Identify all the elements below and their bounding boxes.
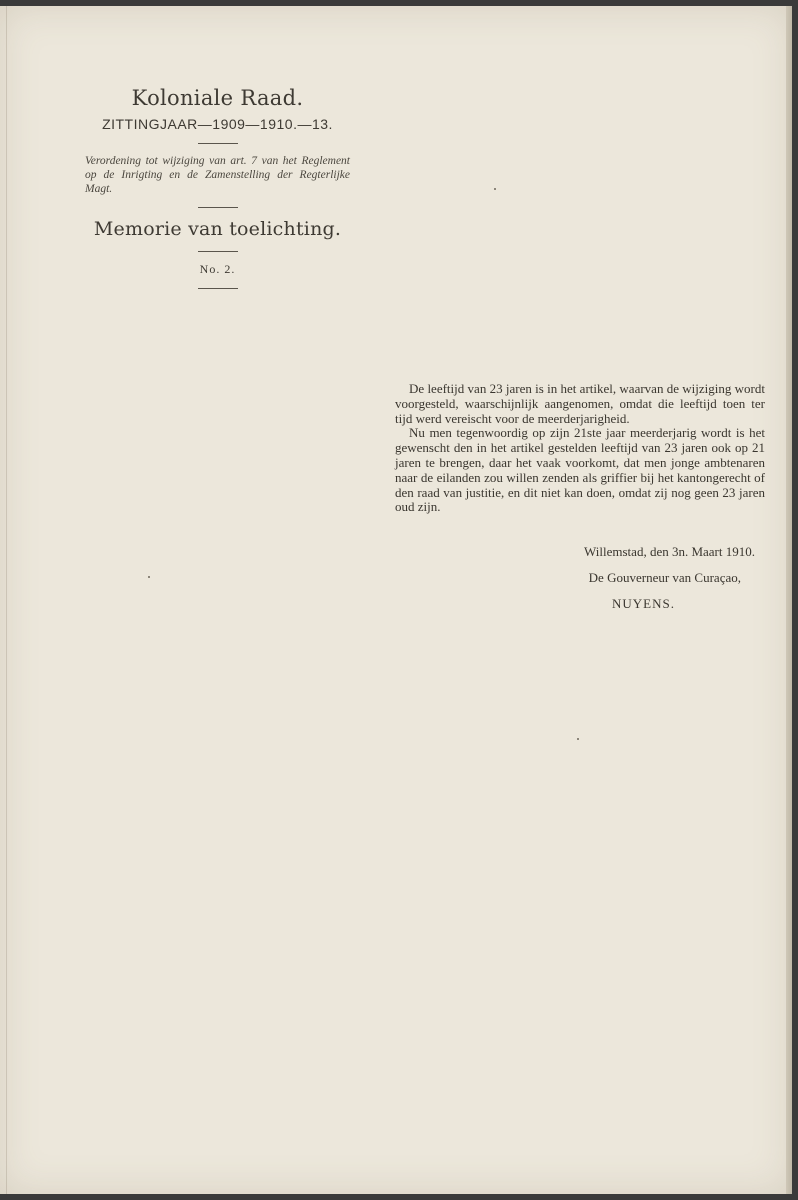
page-fold-line <box>6 6 7 1194</box>
signatory-name: NUYENS. <box>612 596 675 611</box>
ordinance-subject: Verordening tot wijziging van art. 7 van het Reglement op de Inrigting en de Zamenstelling der Regterlijke Magt. <box>85 155 350 195</box>
council-title: Koloniale Raad. <box>131 86 304 110</box>
document-type-heading: Memorie van toelichting. <box>93 218 342 240</box>
session-year: ZITTINGJAAR—1909—1910.—13. <box>102 116 333 132</box>
page-edge <box>786 6 792 1194</box>
divider <box>198 143 238 144</box>
divider <box>198 251 238 252</box>
paper-speck <box>148 576 150 578</box>
paper-speck <box>494 188 496 190</box>
divider <box>198 207 238 208</box>
paragraph: Nu men tegenwoordig op zijn 21ste jaar meerderjarig wordt is het gewenscht den in het artikel gestelden leeftijd van 23 jaren ook op 21 jaren te brengen, daar het vaak voorkomt, dat men jonge ambtenaren naar de eilanden zou willen zenden als griffier bij het kantongerecht of den raad van justitie, en dit niet kan doen, omdat zij nog geen 23 jaren oud zijn. <box>395 425 765 515</box>
place-and-date: Willemstad, den 3n. Maart 1910. <box>584 544 755 559</box>
document-number: No. 2. <box>199 262 236 276</box>
signatory-role: De Gouverneur van Curaçao, <box>588 570 741 585</box>
explanation-body <box>395 382 765 515</box>
signature-block <box>395 544 755 612</box>
document-header <box>85 86 350 299</box>
paragraph: De leeftijd van 23 jaren is in het artikel, waarvan de wijziging wordt voorgesteld, waarschijnlijk aangenomen, omdat die leeftijd toen ter tijd werd vereischt voor de meerderjarigheid. <box>395 381 765 426</box>
divider <box>198 288 238 289</box>
paper-speck <box>577 738 579 740</box>
document-page <box>0 6 792 1194</box>
